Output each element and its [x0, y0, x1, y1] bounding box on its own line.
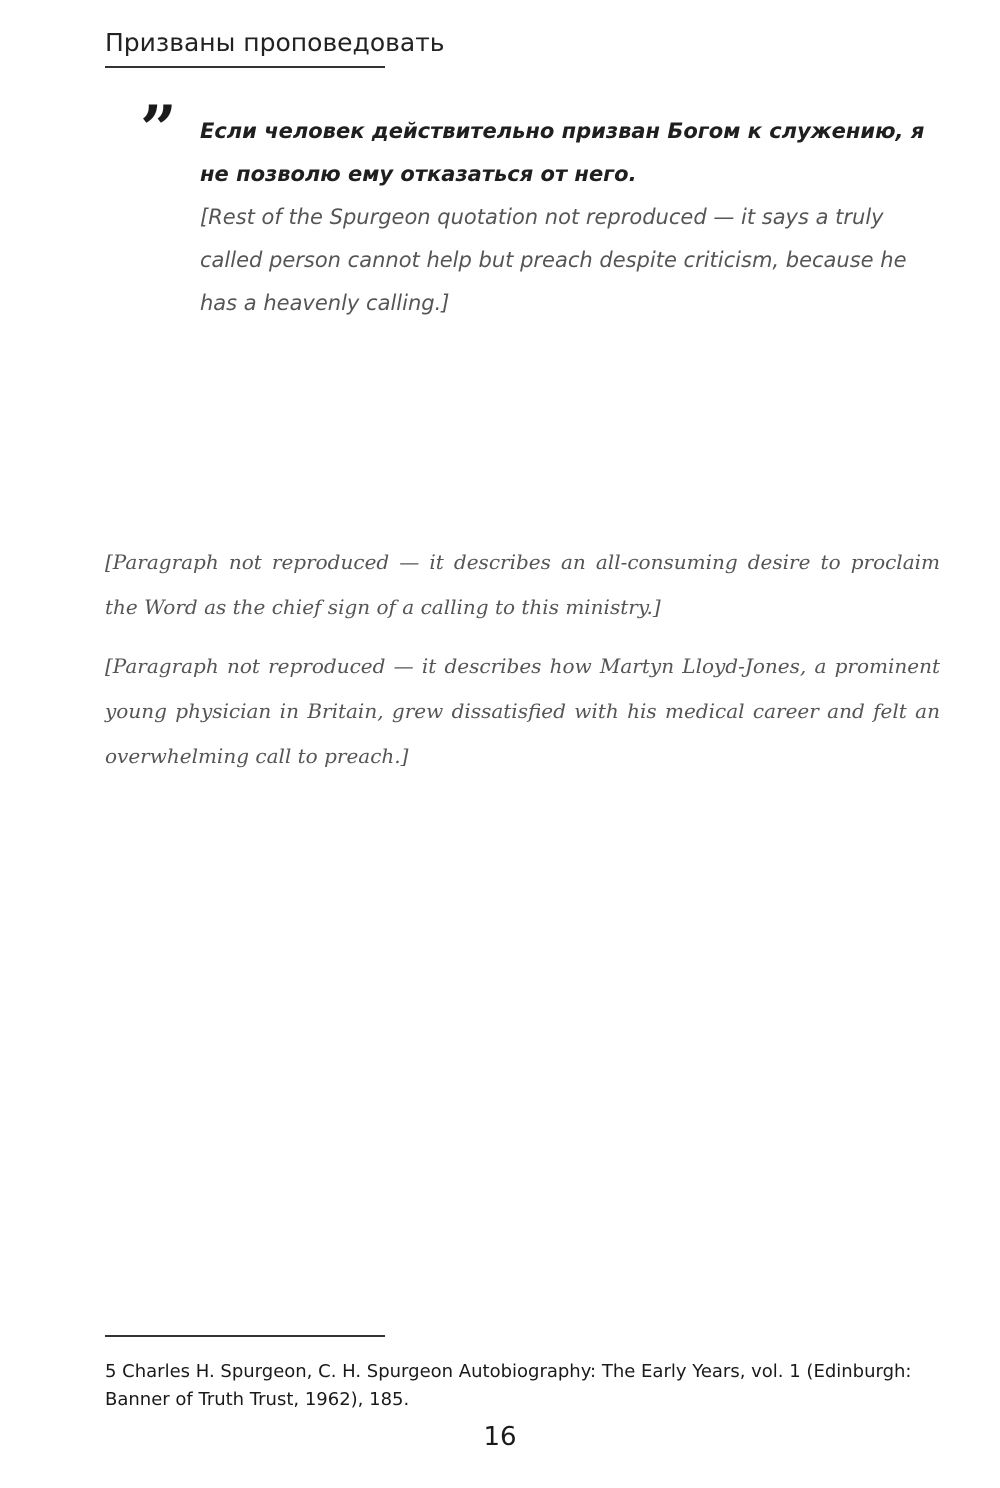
pull-quote — [200, 110, 940, 325]
paragraph-1-note: [Paragraph not reproduced — it describes an all-consuming desire to proclaim the Word as the chief sign of a calling to this ministry.] — [105, 550, 940, 619]
quote-omission-note: [Rest of the Spurgeon quotation not reproduced — it says a truly called person cannot help but preach despite criticism, because he has a heavenly calling.] — [200, 205, 907, 315]
footnote-rule — [105, 1335, 385, 1337]
footnote: 5 Charles H. Spurgeon, C. H. Spurgeon Autobiography: The Early Years, vol. 1 (Edinburgh: Banner of Truth Trust, 1962), 185. — [105, 1361, 912, 1410]
paragraph-2-note: [Paragraph not reproduced — it describes how Martyn Lloyd-Jones, a prominent young physician in Britain, grew dissatisfied with his medical career and felt an overwhelming call to preach.] — [105, 654, 940, 768]
quote-mark-icon: ” — [140, 92, 177, 167]
page-number: 16 — [483, 1422, 517, 1452]
body-text — [105, 540, 940, 793]
quote-excerpt: Если человек действительно призван Богом к служению, я не позволю ему отказаться от него. — [200, 119, 925, 186]
running-title: Призваны проповедовать — [105, 28, 445, 57]
header-rule — [105, 66, 385, 68]
